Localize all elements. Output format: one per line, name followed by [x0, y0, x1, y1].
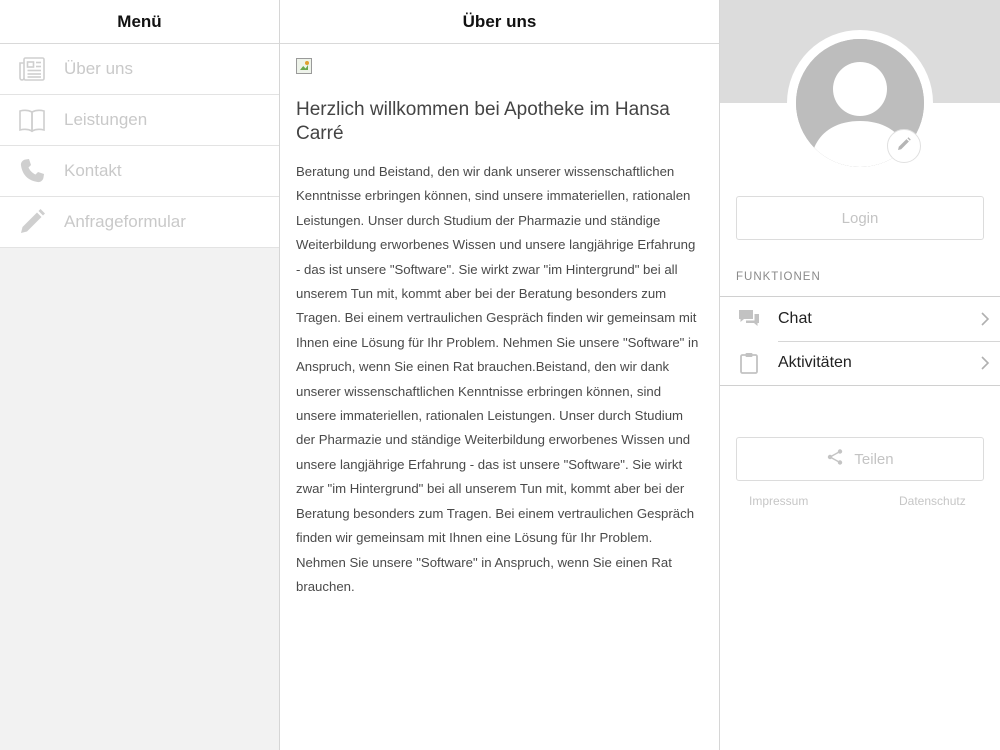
pencil-icon — [896, 136, 912, 157]
share-icon — [826, 448, 844, 470]
content-text: Beratung und Beistand, den wir dank unserer wissenschaftlichen Kenntnisse erbringen können, sind unsere immateriellen, rationalen Leistungen. Unser durch Studium der Pharmazie und ständige Weiterbildung erworbenes Wissen und unsere langjährige Erfahrung - das ist unsere "Software". Sie wirkt zwar "im Hintergrund" bei all unserem Tun mit, kommt aber bei der Beratung besonders zum Tragen. Bei einem vertraulichen Gespräch finden wir gemeinsam mit Ihnen eine Lösung für Ihr Problem. Nehmen Sie unsere "Software" in Anspruch, wenn Sie einen Rat brauchen.Beistand, den wir dank unserer wissenschaftlichen Kenntnisse erbringen können, sind unsere immateriellen, rationalen Leistungen. Unser durch Studium der Pharmazie und ständige Weiterbildung erworbenes Wissen und unsere langjährige Erfahrung - das ist unsere "Software". Sie wirkt zwar "im Hintergrund" bei all unserem Tun mit, kommt aber bei der Beratung besonders zum Tragen. Bei einem vertraulichen Gespräch finden wir gemeinsam mit Ihnen eine Lösung für Ihr Problem. Nehmen Sie unsere "Software" in Anspruch, wenn Sie einen Rat brauchen. — [296, 164, 699, 594]
login-button[interactable]: Login — [736, 196, 984, 240]
menu-item-ueber-uns[interactable] — [0, 44, 279, 95]
menu-item-kontakt[interactable] — [0, 146, 279, 197]
menu-pane — [0, 0, 280, 750]
menu-item-label: Kontakt — [64, 161, 122, 180]
section-label-funktionen: FUNKTIONEN — [736, 271, 821, 283]
pencil-icon — [0, 207, 64, 237]
chat-bubble-icon — [720, 307, 778, 331]
menu-title: Menü — [0, 0, 279, 44]
menu-item-leistungen[interactable] — [0, 95, 279, 146]
content-body — [280, 44, 719, 599]
menu-item-label: Leistungen — [64, 110, 148, 129]
edit-avatar-button[interactable] — [887, 129, 921, 163]
menu-item-label: Über uns — [64, 59, 133, 78]
function-item-chat[interactable] — [720, 297, 1000, 341]
content-pane — [280, 0, 720, 750]
phone-icon — [0, 156, 64, 186]
menu-list — [0, 44, 279, 248]
function-label: Aktivitäten — [778, 354, 852, 371]
profile-pane — [720, 0, 1000, 750]
book-icon — [0, 105, 64, 135]
function-label: Chat — [778, 310, 812, 327]
chevron-right-icon — [970, 311, 1000, 327]
page-title: Über uns — [280, 0, 719, 44]
functions-list — [720, 296, 1000, 386]
share-button[interactable] — [736, 437, 984, 481]
chevron-right-icon — [970, 355, 1000, 371]
share-label: Teilen — [854, 450, 894, 468]
broken-image-icon — [296, 58, 312, 74]
newspaper-icon — [0, 54, 64, 84]
function-item-aktivitaeten[interactable] — [720, 341, 1000, 385]
menu-item-label: Anfrageformular — [64, 212, 186, 231]
content-heading: Herzlich willkommen bei Apotheke im Hansa Carré — [296, 99, 670, 144]
menu-item-anfrageformular[interactable] — [0, 197, 279, 248]
datenschutz-link[interactable]: Datenschutz — [899, 494, 966, 508]
clipboard-icon — [720, 351, 778, 375]
impressum-link[interactable]: Impressum — [749, 494, 809, 508]
